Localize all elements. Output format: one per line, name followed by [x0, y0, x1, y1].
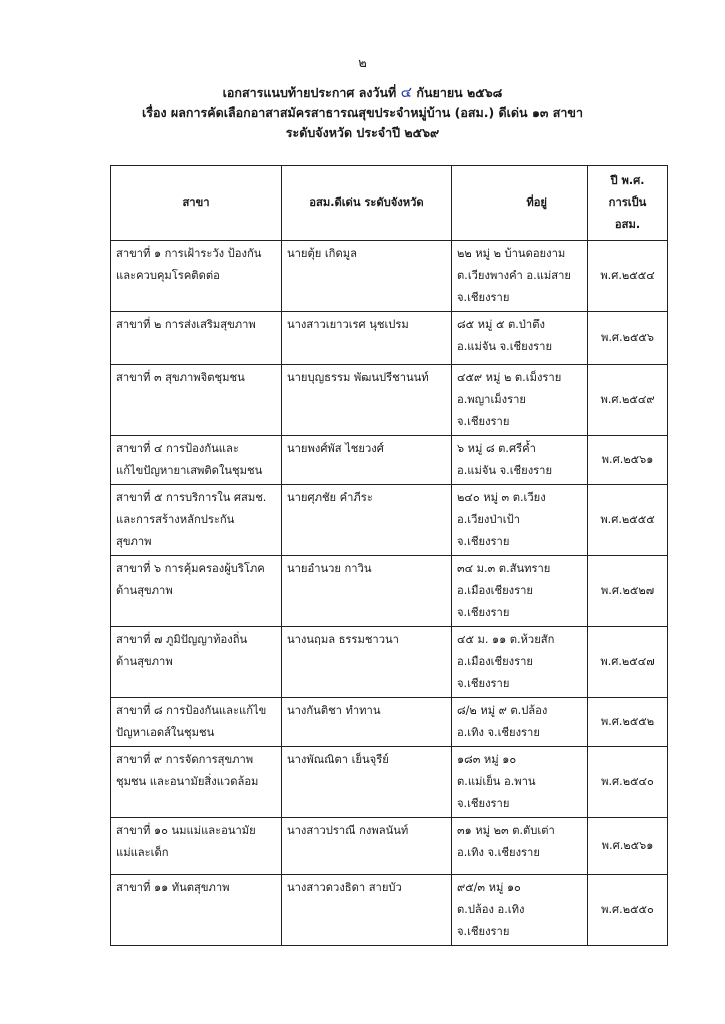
header-year	[588, 166, 668, 241]
year-cell: พ.ศ.๒๕๕๖	[588, 312, 668, 365]
name-cell: นางสาวเยาวเรศ นุชเปรม	[282, 312, 452, 365]
year-cell: พ.ศ.๒๕๕๒	[588, 698, 668, 747]
branch-cell	[111, 698, 282, 747]
year-cell: พ.ศ.๒๕๕๔	[588, 241, 668, 312]
header-year-line: การเป็น	[608, 196, 647, 209]
address-line: จ.เชียงราย	[457, 925, 510, 938]
table-row	[111, 485, 668, 556]
address-line: จ.เชียงราย	[457, 797, 510, 810]
address-line: ๔๕ ม. ๑๑ ต.ห้วยสัก	[457, 633, 555, 646]
table-row	[111, 698, 668, 747]
address-line: อ.เทิง จ.เชียงราย	[457, 726, 540, 739]
address-line: ๘๕ หมู่ ๕ ต.ป่าตึง	[457, 318, 545, 331]
table-row	[111, 627, 668, 698]
table-row	[111, 556, 668, 627]
branch-line: และการสร้างหลักประกัน	[116, 513, 235, 526]
branch-line: สาขาที่ ๔ การป้องกันและ	[116, 442, 239, 455]
header-line-1	[0, 82, 725, 103]
branch-line: สาขาที่ ๑ การเฝ้าระวัง ป้องกัน	[116, 247, 262, 260]
address-cell	[452, 436, 588, 485]
branch-cell	[111, 556, 282, 627]
header-line-3: ระดับจังหวัด ประจำปี ๒๕๖๙	[285, 125, 440, 140]
branch-line: สาขาที่ ๖ การคุ้มครองผู้บริโภค	[116, 562, 265, 575]
name-cell: นางพัณณิตา เย็นจุรีย์	[282, 747, 452, 818]
address-line: ๔๕๙ หมู่ ๒ ต.เม็งราย	[457, 371, 562, 384]
table-row	[111, 436, 668, 485]
address-line: ๖ หมู่ ๘ ต.ศรีค้ำ	[457, 442, 536, 455]
address-line: จ.เชียงราย	[457, 415, 510, 428]
branch-line: แม่และเด็ก	[116, 846, 169, 859]
address-cell	[452, 818, 588, 875]
year-cell: พ.ศ.๒๕๖๑	[588, 436, 668, 485]
branch-line: แก้ไขปัญหายาเสพติดในชุมชน	[116, 464, 263, 477]
year-cell: พ.ศ.๒๕๖๑	[588, 818, 668, 875]
address-cell	[452, 556, 588, 627]
branch-line: สาขาที่ ๓ สุขภาพจิตชุมชน	[116, 371, 245, 384]
branch-line: สาขาที่ ๒ การส่งเสริมสุขภาพ	[116, 318, 256, 331]
address-line: ๒๒ หมู่ ๒ บ้านดอยงาม	[457, 247, 566, 260]
address-line: จ.เชียงราย	[457, 291, 510, 304]
name-cell: นายอำนวย กาวิน	[282, 556, 452, 627]
table-row	[111, 365, 668, 436]
branch-cell	[111, 436, 282, 485]
name-cell: นายศุภชัย คำภีระ	[282, 485, 452, 556]
address-line: อ.แม่จัน จ.เชียงราย	[457, 340, 553, 353]
table-row	[111, 312, 668, 365]
branch-line: ชุมชน และอนามัยสิ่งแวดล้อม	[116, 775, 259, 788]
address-line: อ.เวียงป่าเป้า	[457, 513, 520, 526]
branch-cell	[111, 241, 282, 312]
branch-line: สาขาที่ ๗ ภูมิปัญญาท้องถิ่น	[116, 633, 248, 646]
address-line: ต.ปล้อง อ.เทิง	[457, 903, 525, 916]
address-line: ๓๔ ม.๓ ต.สันทราย	[457, 562, 551, 575]
address-line: อ.เมืองเชียงราย	[457, 655, 533, 668]
address-line: อ.พญาเม็งราย	[457, 393, 526, 406]
address-line: อ.แม่จัน จ.เชียงราย	[457, 464, 553, 477]
address-line: ต.เวียงพางคำ อ.แม่สาย	[457, 269, 571, 282]
year-cell: พ.ศ.๒๕๔๙	[588, 365, 668, 436]
address-line: ๒๔๐ หมู่ ๓ ต.เวียง	[457, 491, 546, 504]
table-row	[111, 875, 668, 946]
name-cell: นางนฤมล ธรรมชาวนา	[282, 627, 452, 698]
address-line: อ.เมืองเชียงราย	[457, 584, 533, 597]
name-cell: นางกันติชา ทำทาน	[282, 698, 452, 747]
branch-cell	[111, 747, 282, 818]
branch-line: สาขาที่ ๕ การบริการใน ศสมช.	[116, 491, 267, 504]
address-line: จ.เชียงราย	[457, 535, 510, 548]
branch-line: สาขาที่ ๙ การจัดการสุขภาพ	[116, 753, 254, 766]
header-line-1-date: กันยายน ๒๕๖๘	[416, 85, 503, 100]
address-line: จ.เชียงราย	[457, 606, 510, 619]
branch-line: สาขาที่ ๑๐ นมแม่และอนามัย	[116, 824, 256, 837]
address-cell	[452, 875, 588, 946]
handwritten-day: ๔	[400, 83, 413, 101]
address-cell	[452, 365, 588, 436]
year-cell: พ.ศ.๒๕๕๐	[588, 875, 668, 946]
header-year-line: อสม.	[614, 218, 641, 231]
name-cell: นางสาวดวงธิดา สายบัว	[282, 875, 452, 946]
branch-line: ด้านสุขภาพ	[116, 655, 173, 668]
branch-line: ด้านสุขภาพ	[116, 584, 173, 597]
year-cell: พ.ศ.๒๕๔๗	[588, 627, 668, 698]
address-line: ๘/๒ หมู่ ๙ ต.ปล้อง	[457, 704, 548, 717]
header-address: ที่อยู่	[452, 166, 588, 241]
address-cell	[452, 698, 588, 747]
branch-cell	[111, 312, 282, 365]
page-number: ๒	[358, 56, 367, 71]
address-line: ๑๘๓ หมู่ ๑๐	[457, 753, 517, 766]
header-branch: สาขา	[111, 166, 282, 241]
results-table	[110, 165, 668, 946]
name-cell: นายบุญธรรม พัฒนปรีชานนท์	[282, 365, 452, 436]
table-header-row	[111, 166, 668, 241]
document-header	[0, 82, 725, 143]
address-cell	[452, 627, 588, 698]
table-row	[111, 818, 668, 875]
name-cell: นายตุ้ย เกิดมูล	[282, 241, 452, 312]
address-cell	[452, 312, 588, 365]
year-cell: พ.ศ.๒๕๕๕	[588, 485, 668, 556]
branch-line: สาขาที่ ๘ การป้องกันและแก้ไข	[116, 704, 267, 717]
address-line: อ.เทิง จ.เชียงราย	[457, 846, 540, 859]
name-cell: นายพงศ์พัส ไชยวงศ์	[282, 436, 452, 485]
table-body	[111, 241, 668, 946]
header-line-2: เรื่อง ผลการคัดเลือกอาสาสมัครสาธารณสุขประจำหมู่บ้าน (อสม.) ดีเด่น ๑๓ สาขา	[141, 105, 583, 120]
header-year-line: ปี พ.ศ.	[610, 174, 645, 187]
branch-cell	[111, 485, 282, 556]
address-cell	[452, 747, 588, 818]
branch-cell	[111, 627, 282, 698]
table-row	[111, 241, 668, 312]
header-name: อสม.ดีเด่น ระดับจังหวัด	[282, 166, 452, 241]
address-cell	[452, 241, 588, 312]
address-line: ต.แม่เย็น อ.พาน	[457, 775, 536, 788]
branch-cell	[111, 875, 282, 946]
address-line: จ.เชียงราย	[457, 677, 510, 690]
year-cell: พ.ศ.๒๕๒๗	[588, 556, 668, 627]
branch-line: สุขภาพ	[116, 535, 152, 548]
address-line: ๙๕/๓ หมู่ ๑๐	[457, 881, 521, 894]
branch-line: สาขาที่ ๑๑ ทันตสุขภาพ	[116, 881, 230, 894]
address-line: ๓๑ หมู่ ๒๓ ต.ตับเต่า	[457, 824, 555, 837]
branch-line: และควบคุมโรคติดต่อ	[116, 269, 220, 282]
name-cell: นางสาวปราณี กงพลนันท์	[282, 818, 452, 875]
branch-line: ปัญหาเอดส์ในชุมชน	[116, 726, 215, 739]
branch-cell	[111, 365, 282, 436]
branch-cell	[111, 818, 282, 875]
header-line-1-text: เอกสารแนบท้ายประกาศ ลงวันที่	[222, 85, 397, 100]
year-cell: พ.ศ.๒๕๔๐	[588, 747, 668, 818]
table-row	[111, 747, 668, 818]
address-cell	[452, 485, 588, 556]
